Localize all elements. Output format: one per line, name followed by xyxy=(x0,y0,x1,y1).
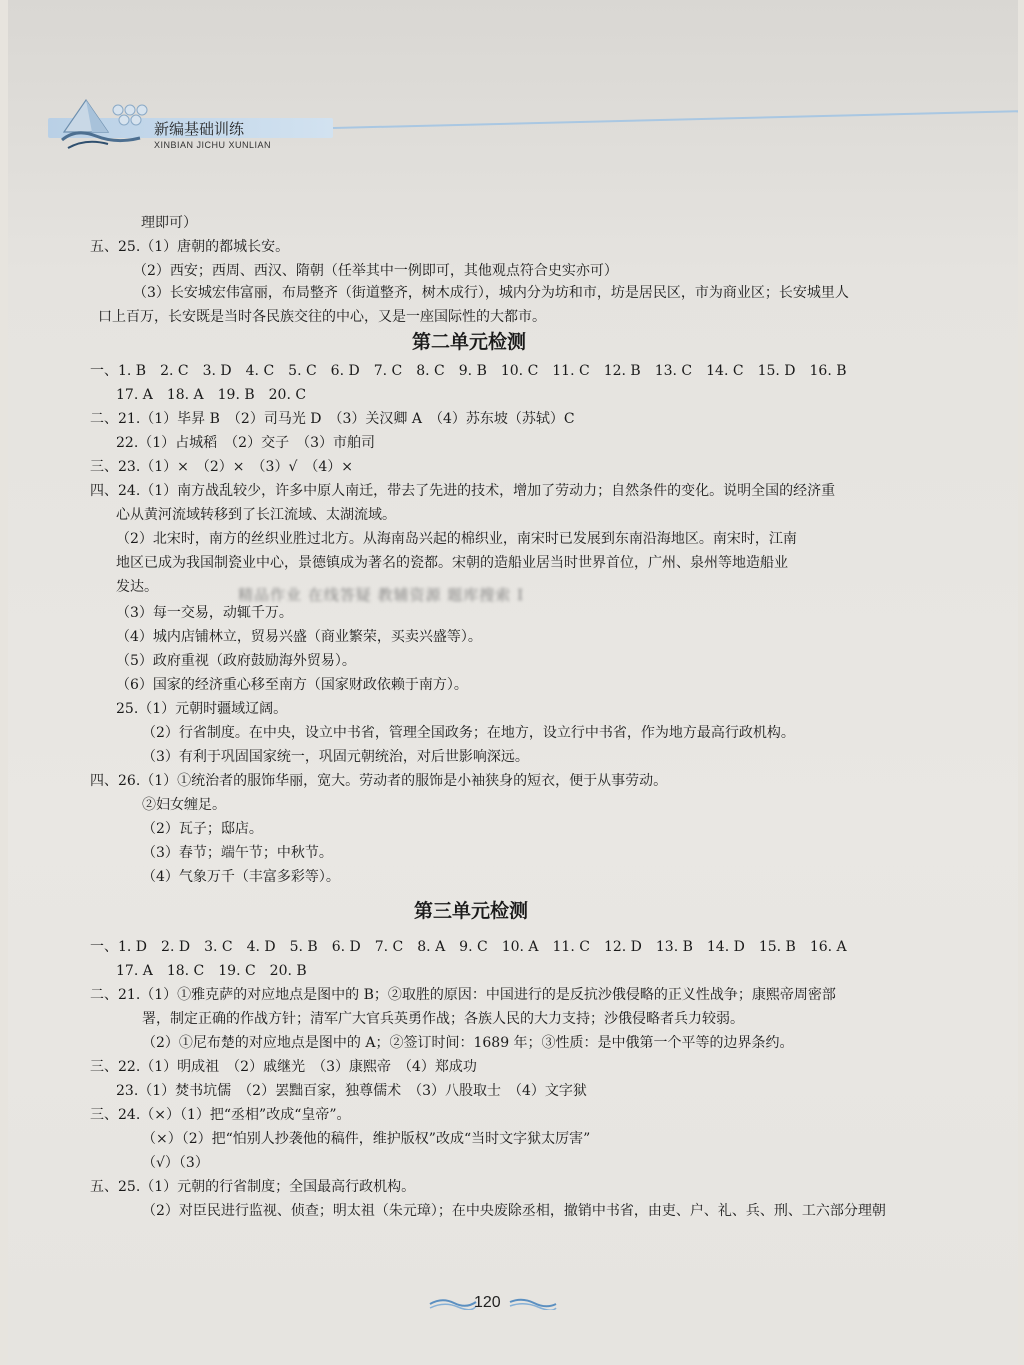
text-line: 三、23.（1）× （2）× （3）√ （4）× xyxy=(90,459,354,475)
text-line: 23.（1）焚书坑儒 （2）罢黜百家，独尊儒术 （3）八股取士 （4）文字狱 xyxy=(116,1083,587,1099)
text-line: （6）国家的经济重心移至南方（国家财政依赖于南方）。 xyxy=(116,677,468,693)
text-line: （2）北宋时，南方的丝织业胜过北方。从海南岛兴起的棉织业，南宋时已发展到东南沿海地区。南宋时，江南 xyxy=(116,531,797,547)
text-line: （2）行省制度。在中央，设立中书省，管理全国政务；在地方，设立行中书省，作为地方最高行政机构。 xyxy=(142,725,795,741)
text-line: 25.（1）元朝时疆域辽阔。 xyxy=(116,701,288,717)
text-line: ②妇女缠足。 xyxy=(142,797,226,813)
document-page xyxy=(8,0,1018,1365)
text-line: （3）有利于巩固国家统一，巩固元朝统治，对后世影响深远。 xyxy=(142,749,529,765)
section-title: 第三单元检测 xyxy=(414,900,529,922)
text-line: （2）对臣民进行监视、侦查；明太祖（朱元璋）；在中央废除丞相，撤销中书省，由吏、户、礼、兵、刑、工六部分理朝 xyxy=(142,1203,886,1219)
text-line: 理即可） xyxy=(141,215,197,231)
text-line: 四、24.（1）南方战乱较少，许多中原人南迁，带去了先进的技术，增加了劳动力；自然条件的变化。说明全国的经济重 xyxy=(90,483,836,499)
text-line: 署，制定正确的作战方针；清军广大官兵英勇作战；各族人民的大力支持；沙俄侵略者兵力较弱。 xyxy=(142,1011,744,1027)
text-line: 二、21.（1）毕昇 B （2）司马光 D （3）关汉卿 A （4）苏东坡（苏轼）C xyxy=(90,411,575,427)
text-line: 17. A 18. C 19. C 20. B xyxy=(116,963,307,979)
text-line: 五、25.（1）元朝的行省制度；全国最高行政机构。 xyxy=(90,1179,416,1195)
page-number: 120 xyxy=(474,1294,501,1311)
text-line: （3）春节；端午节；中秋节。 xyxy=(142,845,333,861)
text-line: （2）瓦子；邸店。 xyxy=(142,821,263,837)
text-line: （×）（2）把“怕别人抄袭他的稿件，维护版权”改成“当时文字狱太厉害” xyxy=(142,1131,591,1147)
page-number-right-wave-icon xyxy=(508,1296,558,1310)
text-line: 发达。 xyxy=(116,579,158,595)
text-line: 地区已成为我国制瓷业中心，景德镇成为著名的瓷都。宋朝的造船业居当时世界首位，广州、泉州等地造船业 xyxy=(116,555,788,571)
text-line: （2）①尼布楚的对应地点是图中的 A；②签订时间：1689 年；③性质：是中俄第一个平等的边界条约。 xyxy=(142,1035,794,1051)
text-line: 心从黄河流域转移到了长江流域、太湖流域。 xyxy=(116,507,396,523)
page-number-left-wave-icon xyxy=(428,1296,478,1310)
text-line: （4）气象万千（丰富多彩等）。 xyxy=(142,869,340,885)
text-line: 三、24.（×）（1）把“丞相”改成“皇帝”。 xyxy=(90,1107,351,1123)
text-line: 22.（1）占城稻 （2）交子 （3）市舶司 xyxy=(116,435,375,451)
text-line: 17. A 18. A 19. B 20. C xyxy=(116,387,307,403)
text-line: （4）城内店铺林立，贸易兴盛（商业繁荣，买卖兴盛等）。 xyxy=(116,629,482,645)
text-line: （5）政府重视（政府鼓励海外贸易）。 xyxy=(116,653,356,669)
text-line: 五、25.（1）唐朝的都城长安。 xyxy=(90,239,290,255)
section-title: 第二单元检测 xyxy=(412,331,527,353)
text-line: 三、22.（1）明成祖 （2）戚继光 （3）康熙帝 （4）郑成功 xyxy=(90,1059,477,1075)
text-line: 二、21.（1）①雅克萨的对应地点是图中的 B；②取胜的原因：中国进行的是反抗沙俄侵略的正义性战争；康熙帝周密部 xyxy=(90,987,836,1003)
text-line: （3）每一交易，动辄千万。 xyxy=(116,605,293,621)
text-line: 口上百万，长安既是当时各民族交往的中心，又是一座国际性的大都市。 xyxy=(98,309,546,325)
text-line: 四、26.（1）①统治者的服饰华丽，宽大。劳动者的服饰是小袖狭身的短衣，便于从事劳动。 xyxy=(90,773,668,789)
answer-content xyxy=(8,0,1018,1365)
watermark-text: 精品作业 在线答疑 教辅资源 题库搜索 I xyxy=(238,586,524,604)
text-line: （3）长安城宏伟富丽，布局整齐（街道整齐，树木成行），城内分为坊和市，坊是居民区，市为商业区；长安城里人 xyxy=(133,285,849,301)
text-line: （2）西安；西周、西汉、隋朝（任举其中一例即可，其他观点符合史实亦可） xyxy=(133,263,618,279)
header-subtitle: XINBIAN JICHU XUNLIAN xyxy=(154,140,272,150)
header-title: 新编基础训练 xyxy=(154,121,245,138)
text-line: 一、1. D 2. D 3. C 4. D 5. B 6. D 7. C 8. A 9. C 10. A 11. C 12. D 13. B 14. D 15. B 16. A xyxy=(90,939,847,955)
text-line: 一、1. B 2. C 3. D 4. C 5. C 6. D 7. C 8. C 9. B 10. C 11. C 12. B 13. C 14. C 15. D 16. B xyxy=(90,363,847,379)
text-line: （√）（3） xyxy=(142,1155,209,1171)
